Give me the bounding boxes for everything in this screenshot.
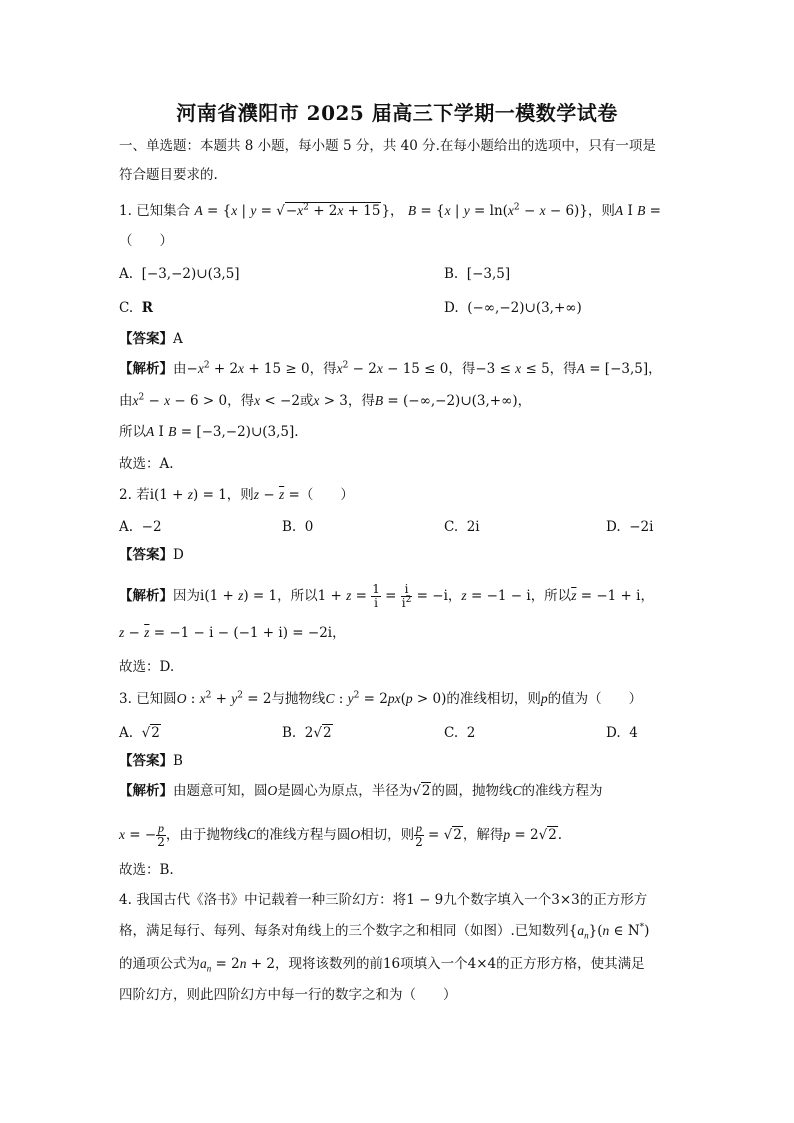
q1-choose: 故选：A. (119, 456, 174, 472)
q2-choose: 故选：D. (119, 659, 175, 675)
q4-stem-2: 格，满足每行、每列、每条对角线上的三个数字之和相同（如图）.已知数列$\{a_n\}(n$ ∈ N*) (119, 922, 650, 941)
q2-option-a: A. −2 (119, 519, 162, 535)
q1-option-d: D. (−∞,−2)∪(3,+∞) (444, 300, 582, 316)
q3-option-c: C. 2 (444, 725, 476, 741)
q3-option-a: A. √2 (119, 725, 160, 741)
q1-option-c: C. R (119, 300, 153, 316)
q2-answer: 【答案】D (119, 547, 184, 563)
exam-title: 河南省濮阳市 2025 届高三下学期一模数学试卷 (176, 101, 618, 125)
q1-option-b: B. [−3,5] (444, 266, 511, 282)
q1-analysis-2: 由$x^2 - x - 6 > 0$，得x < −2或x > 3，得B = (−∞,−2)∪(3,+∞)， (119, 392, 532, 409)
q1-analysis-3: 所以A I B = [−3,−2)∪(3,5]. (119, 424, 299, 440)
q2-analysis-2: $z - \overline{z} = -1 - i - (-1 + i) = -2i$， (119, 625, 346, 641)
q1-analysis-1: 【解析】由$-x^2 + 2x + 15 \ge 0$，得$x^2 - 2x - 15 \le 0$，得−3 ≤ x ≤ 5，得A = [−3,5]， (119, 360, 662, 377)
q1-option-a: A. [−3,−2)∪(3,5] (119, 266, 240, 282)
q4-stem-1: 4. 我国古代《洛书》中记载着一种三阶幻方：将1 − 9九个数字填入一个3×3的正方形方 (119, 892, 648, 908)
section-heading: 一、单选题：本题共 8 小题，每小题 5 分，共 40 分.在每小题给出的选项中，只有一项是 (119, 138, 656, 154)
q3-option-d: D. 4 (606, 725, 638, 741)
q4-stem-3: 的通项公式为$a_n = 2n + 2$，现将该数列的前16项填入一个4×4的正方形方格，使其满足 (119, 956, 645, 974)
q2-stem: 2. 若i(1 + z) = 1，则$z - \overline{z}$ =（ ） (119, 487, 354, 503)
q3-analysis-2: x = − $\frac{p}{2}$ ，由于抛物线C的准线方程与圆O相切，则 $\frac{p}{2}$ = √2，解得p = 2√2. (119, 821, 563, 849)
q2-option-d: D. −2i (606, 519, 654, 535)
q2-option-c: C. 2i (444, 519, 480, 535)
q3-choose: 故选：B. (119, 862, 174, 878)
q3-analysis-1: 【解析】由题意可知，圆O是圆心为原点，半径为√2的圆，抛物线C的准线方程为 (119, 783, 603, 799)
q3-answer: 【答案】B (119, 753, 183, 769)
q3-option-b: B. 2√2 (282, 725, 332, 741)
q1-answer: 【答案】A (119, 331, 183, 347)
q1-paren: （ ） (119, 233, 173, 249)
q3-stem: 3. 已知圆O : $x^2 + y^2 = 2$与抛物线C : $y^2 = 2px(p > 0)$的准线相切，则p的值为（ ） (119, 690, 643, 707)
q2-option-b: B. 0 (282, 519, 314, 535)
section-heading-cont: 符合题目要求的. (119, 167, 218, 183)
q4-stem-4: 四阶幻方，则此四阶幻方中每一行的数字之和为（ ） (119, 987, 457, 1003)
q1-stem: 1. 已知集合 A = {x | $y = √-x^2 + 2x + 15$}， B = {x | $y = \ln(x^2 - x - 6)$}，则A I B = (119, 202, 661, 219)
q2-analysis-1: 【解析】因为i(1 + z) = 1，所以1 + z = $\frac{1}{i}$ = $\frac{i}{i^2}$ = −i，z = −1 − i，所以$\overline{z} = -1 + i$， (119, 582, 654, 610)
